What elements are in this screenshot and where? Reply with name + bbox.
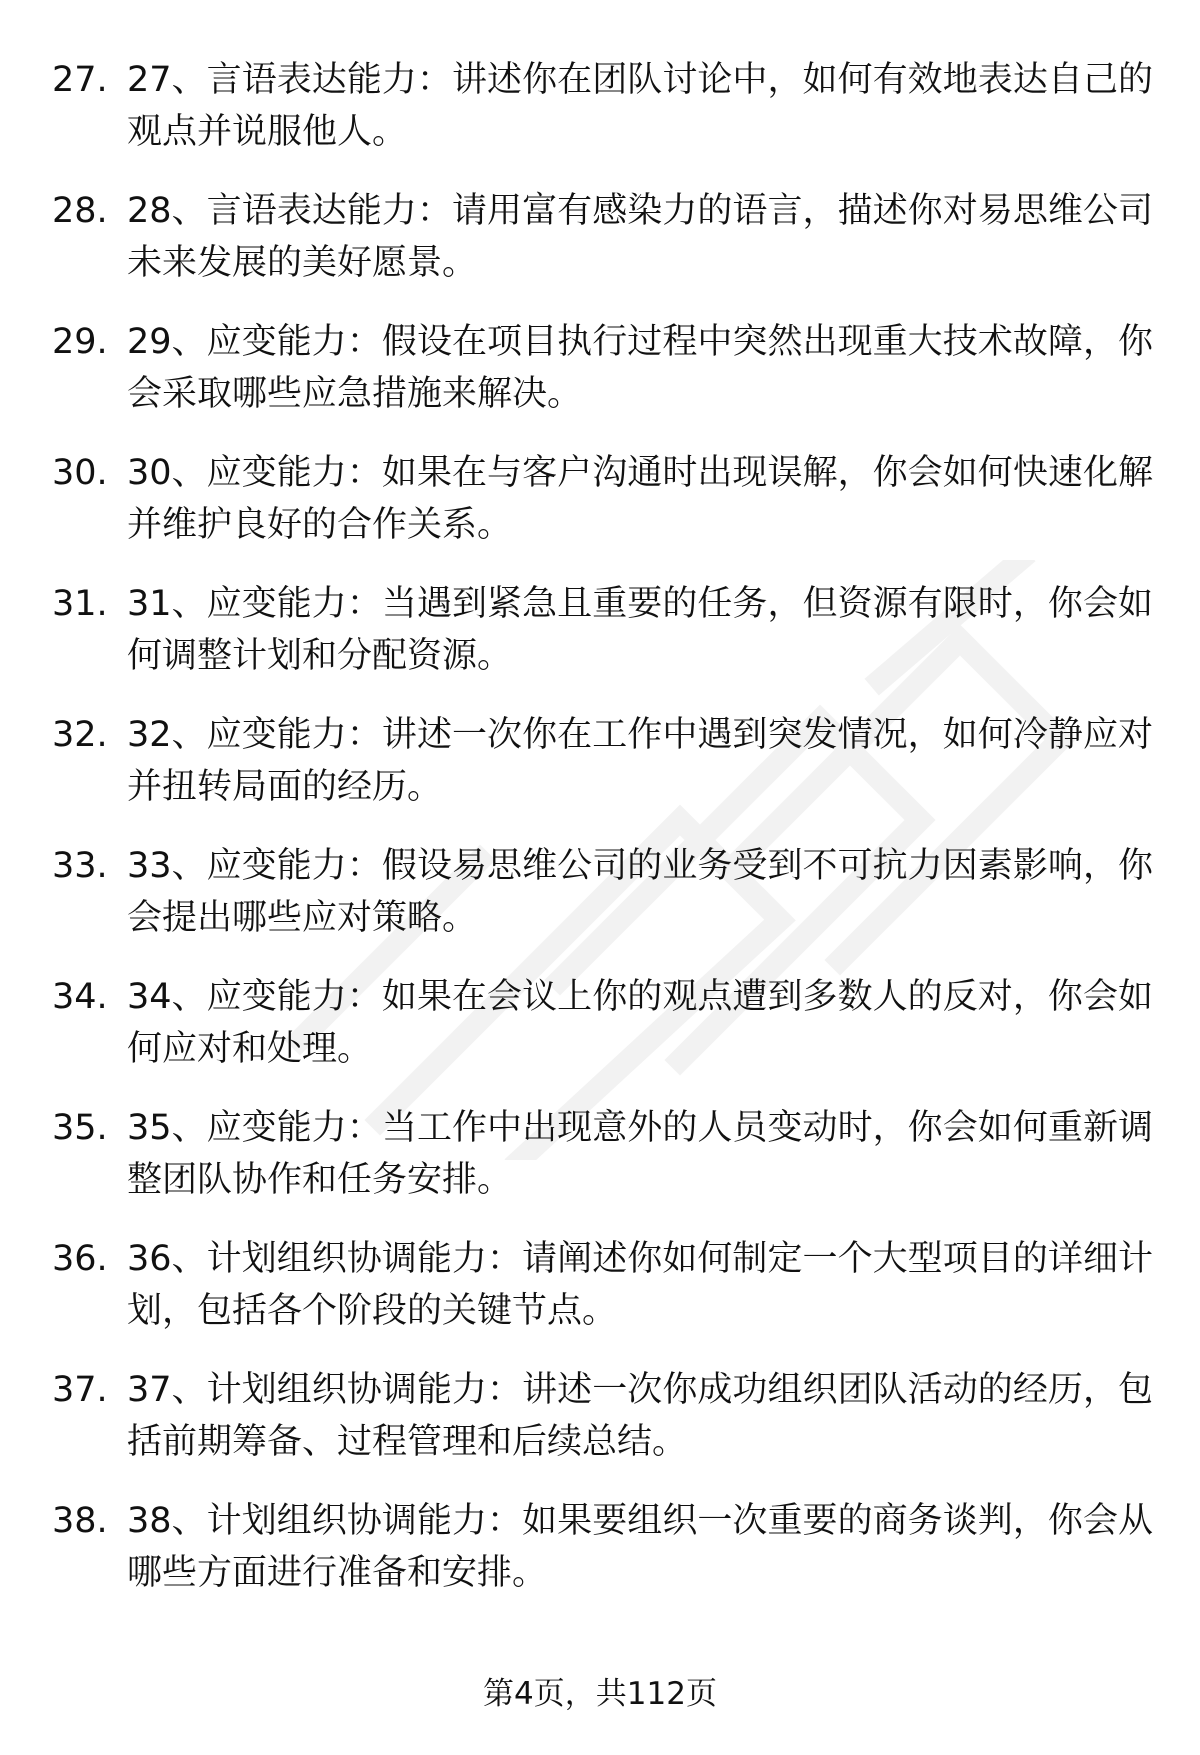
question-text: 29、应变能力：假设在项目执行过程中突然出现重大技术故障，你会采取哪些应急措施来解决。 [127, 322, 1153, 414]
list-item [0, 1233, 1200, 1364]
list-item [0, 316, 1200, 447]
list-item [0, 54, 1200, 185]
question-text: 30、应变能力：如果在与客户沟通时出现误解，你会如何快速化解并维护良好的合作关系。 [127, 453, 1153, 545]
page-footer: 第4页，共112页 [483, 1676, 717, 1712]
question-number: 27. [52, 60, 108, 100]
list-item [0, 1102, 1200, 1233]
question-list [0, 54, 1200, 1626]
question-number: 28. [52, 191, 108, 231]
question-number: 32. [52, 715, 108, 755]
question-text: 35、应变能力：当工作中出现意外的人员变动时，你会如何重新调整团队协作和任务安排。 [127, 1108, 1153, 1200]
question-number: 31. [52, 584, 108, 624]
question-text: 32、应变能力：讲述一次你在工作中遇到突发情况，如何冷静应对并扭转局面的经历。 [127, 715, 1153, 807]
list-item [0, 840, 1200, 971]
question-text: 38、计划组织协调能力：如果要组织一次重要的商务谈判，你会从哪些方面进行准备和安排。 [127, 1501, 1153, 1593]
question-number: 37. [52, 1370, 108, 1410]
question-text: 33、应变能力：假设易思维公司的业务受到不可抗力因素影响，你会提出哪些应对策略。 [127, 846, 1153, 938]
question-number: 35. [52, 1108, 108, 1148]
question-text: 37、计划组织协调能力：讲述一次你成功组织团队活动的经历，包括前期筹备、过程管理和后续总结。 [127, 1370, 1153, 1462]
question-number: 33. [52, 846, 108, 886]
list-item [0, 1364, 1200, 1495]
question-number: 30. [52, 453, 108, 493]
list-item [0, 709, 1200, 840]
question-number: 38. [52, 1501, 108, 1541]
list-item [0, 578, 1200, 709]
question-text: 34、应变能力：如果在会议上你的观点遭到多数人的反对，你会如何应对和处理。 [127, 977, 1153, 1069]
question-number: 34. [52, 977, 108, 1017]
question-text: 27、言语表达能力：讲述你在团队讨论中，如何有效地表达自己的观点并说服他人。 [127, 60, 1153, 152]
list-item [0, 447, 1200, 578]
list-item [0, 185, 1200, 316]
question-text: 31、应变能力：当遇到紧急且重要的任务，但资源有限时，你会如何调整计划和分配资源。 [127, 584, 1153, 676]
list-item [0, 1495, 1200, 1626]
question-number: 29. [52, 322, 108, 362]
list-item [0, 971, 1200, 1102]
question-number: 36. [52, 1239, 108, 1279]
question-text: 28、言语表达能力：请用富有感染力的语言，描述你对易思维公司未来发展的美好愿景。 [127, 191, 1153, 283]
question-text: 36、计划组织协调能力：请阐述你如何制定一个大型项目的详细计划，包括各个阶段的关键节点。 [127, 1239, 1153, 1331]
